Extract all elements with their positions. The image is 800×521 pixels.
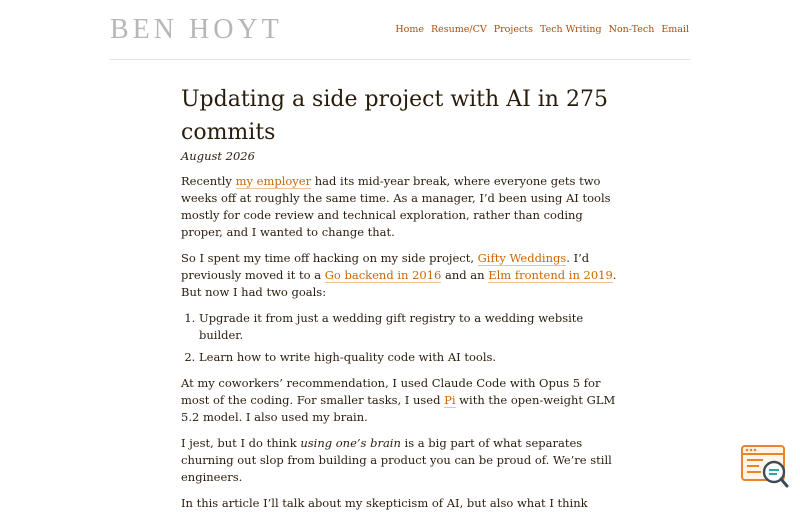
nav-home[interactable]: Home [395,24,424,35]
header-divider [110,59,690,60]
link-my-employer[interactable]: my employer [235,174,312,188]
nav-resume[interactable]: Resume/CV [431,24,487,35]
top-nav [395,24,689,35]
paragraph-3: At my coworkers’ recommendation, I used Claude Code with Opus 5 for most of the coding. For smaller tasks, I used Pi with the open-weight GLM 5.2 model. I also used my brain. [181,376,616,424]
link-pi[interactable]: Pi [444,393,456,407]
nav-projects[interactable]: Projects [493,24,533,35]
goals-list [181,310,621,366]
browser-search-icon[interactable] [741,444,789,490]
list-item: 2. Learn how to write high-quality code with AI tools. [199,349,621,366]
link-gifty-weddings[interactable]: Gifty Weddings [477,251,567,265]
link-elm-frontend[interactable]: Elm frontend in 2019 [488,268,613,282]
paragraph-1: Recently my employer had its mid-year break, where everyone gets two weeks off at roughly the same time. As a manager, I’d been using AI tools mostly for code review and technical exploration, rather than coding proper, and I wanted to change that. [181,174,611,239]
article-title: Updating a side project with AI in 275 commits [181,87,608,145]
list-item: 1. Upgrade it from just a wedding gift registry to a wedding website builder. [199,310,621,344]
site-title[interactable]: BEN HOYT [110,14,283,45]
paragraph-4: I jest, but I do think using one’s brain is a big part of what separates churning out slop from building a product you can be proud of. We’re still engineers. [181,436,612,484]
paragraph-5: In this article I’ll talk about my skepticism of AI, but also what I think [181,496,588,510]
nav-tech-writing[interactable]: Tech Writing [539,24,602,35]
article [181,83,621,521]
nav-email[interactable]: Email [661,24,689,35]
nav-non-tech[interactable]: Non-Tech [608,24,655,35]
article-date: August 2026 [181,149,255,163]
link-go-backend[interactable]: Go backend in 2016 [324,268,442,282]
paragraph-2: So I spent my time off hacking on my side project, Gifty Weddings. I’d previously moved it to a Go backend in 2016 and an Elm frontend in 2019. But now I had two goals: [181,251,617,299]
